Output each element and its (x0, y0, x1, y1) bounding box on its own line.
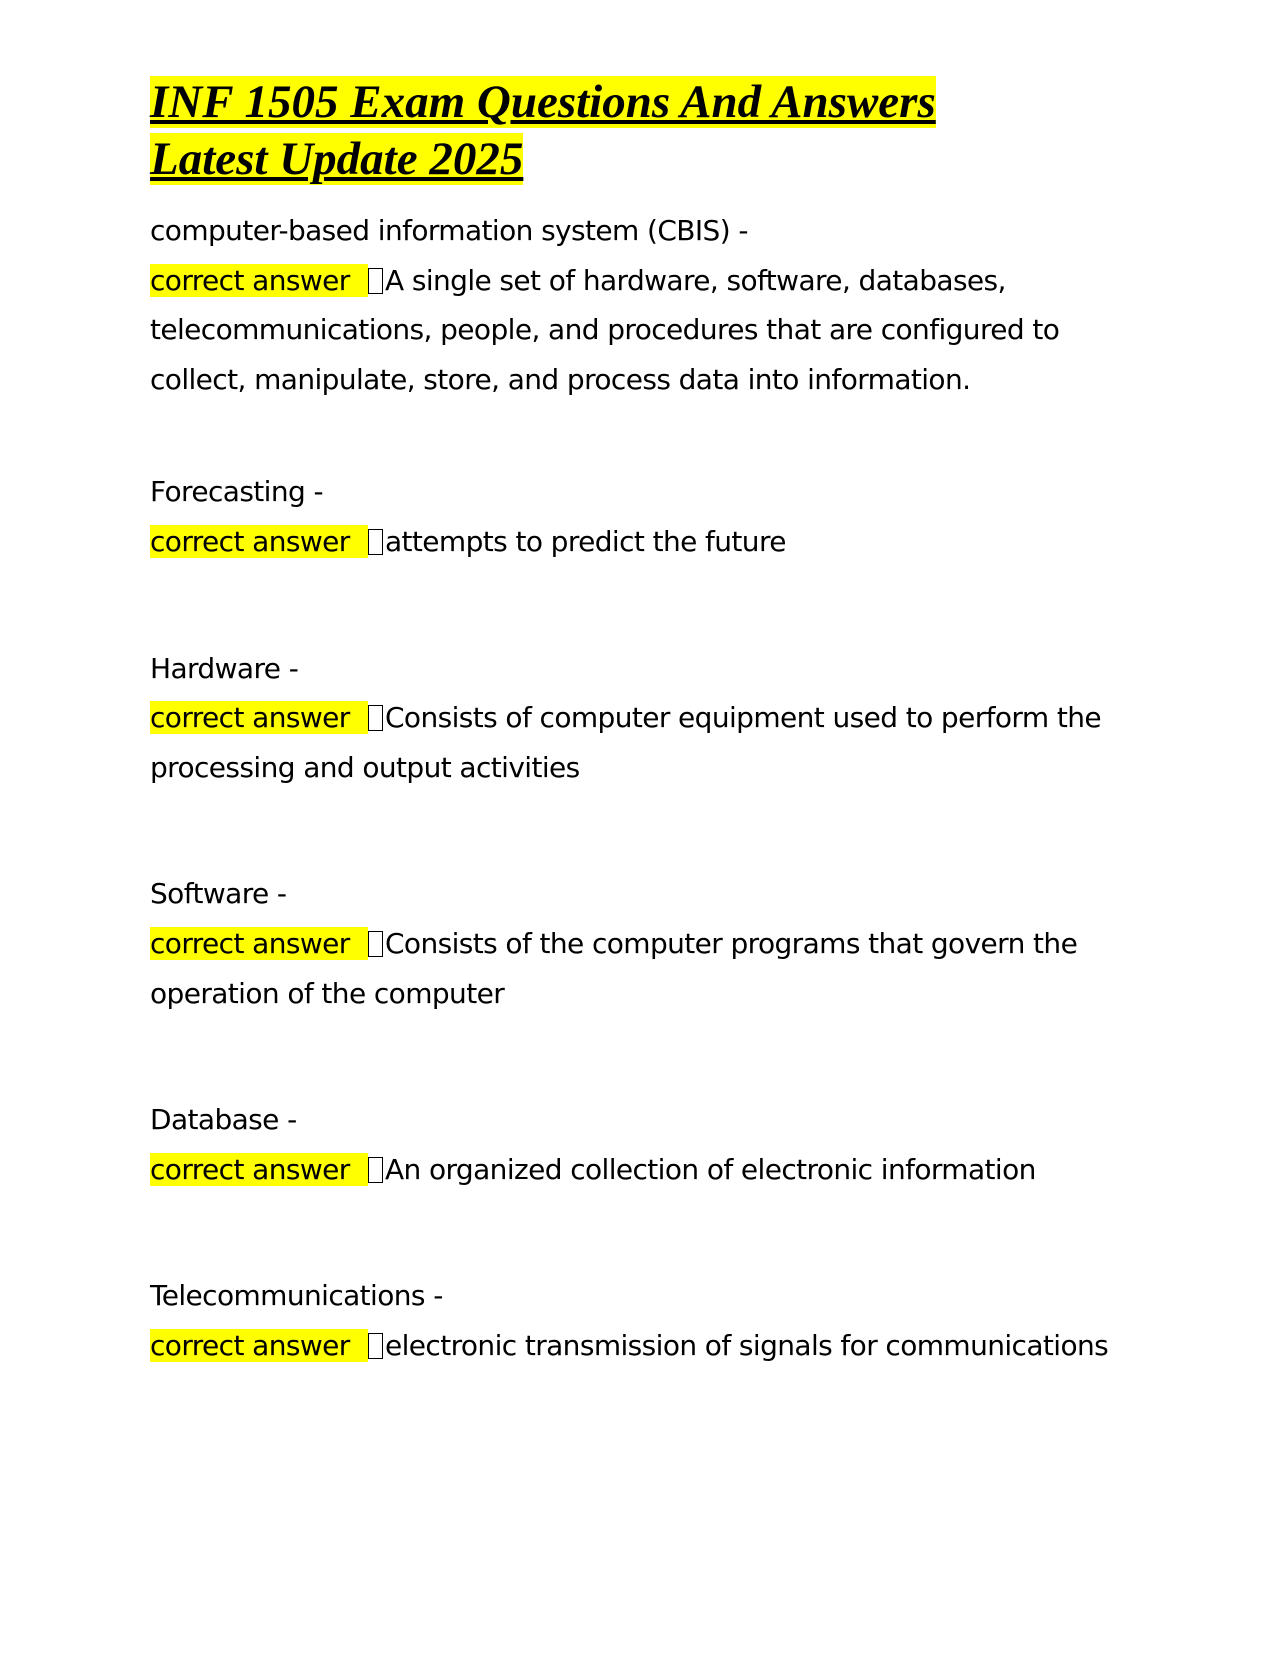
qa-entry (150, 1271, 1150, 1370)
answer-label: correct answer (150, 927, 368, 960)
missing-glyph-icon (368, 1333, 383, 1359)
qa-definition: Consists of the computer programs that govern the operation of the computer (150, 926, 1078, 1010)
missing-glyph-icon (368, 705, 383, 731)
qa-term: Forecasting - (150, 475, 323, 509)
qa-answer (150, 1145, 1150, 1195)
qa-term: Telecommunications - (150, 1279, 443, 1313)
qa-definition: attempts to predict the future (384, 524, 786, 558)
qa-answer (150, 517, 1150, 567)
answer-label: correct answer (150, 264, 368, 297)
qa-answer (150, 256, 1150, 405)
missing-glyph-icon (368, 931, 383, 957)
title-line-1: INF 1505 Exam Questions And Answers (150, 76, 936, 128)
qa-term: Software - (150, 877, 287, 911)
qa-list (150, 206, 1150, 1371)
answer-label: correct answer (150, 1153, 368, 1186)
missing-glyph-icon (368, 529, 383, 555)
document-title (150, 74, 1010, 188)
answer-label: correct answer (150, 701, 368, 734)
answer-label: correct answer (150, 1329, 368, 1362)
qa-term: Hardware - (150, 651, 299, 685)
qa-entry (150, 644, 1150, 793)
qa-answer (150, 693, 1150, 792)
qa-definition: electronic transmission of signals for communications (384, 1328, 1109, 1362)
qa-entry (150, 869, 1150, 1018)
qa-term: computer-based information system (CBIS) - (150, 214, 748, 247)
qa-entry (150, 206, 1150, 404)
missing-glyph-icon (368, 268, 383, 294)
qa-term: Database - (150, 1103, 297, 1137)
missing-glyph-icon (368, 1157, 383, 1183)
qa-answer (150, 919, 1150, 1018)
qa-answer (150, 1321, 1150, 1371)
qa-definition: A single set of hardware, software, databases, telecommunications, people, and procedures that are configured to collect, manipulate, store, and process data into information. (150, 263, 1060, 396)
qa-definition: Consists of computer equipment used to perform the processing and output activities (150, 701, 1101, 784)
qa-definition: An organized collection of electronic information (384, 1152, 1036, 1186)
answer-label: correct answer (150, 525, 368, 558)
document-content (150, 74, 1150, 1371)
qa-entry (150, 467, 1150, 566)
qa-entry (150, 1095, 1150, 1194)
title-line-2: Latest Update 2025 (150, 133, 524, 185)
